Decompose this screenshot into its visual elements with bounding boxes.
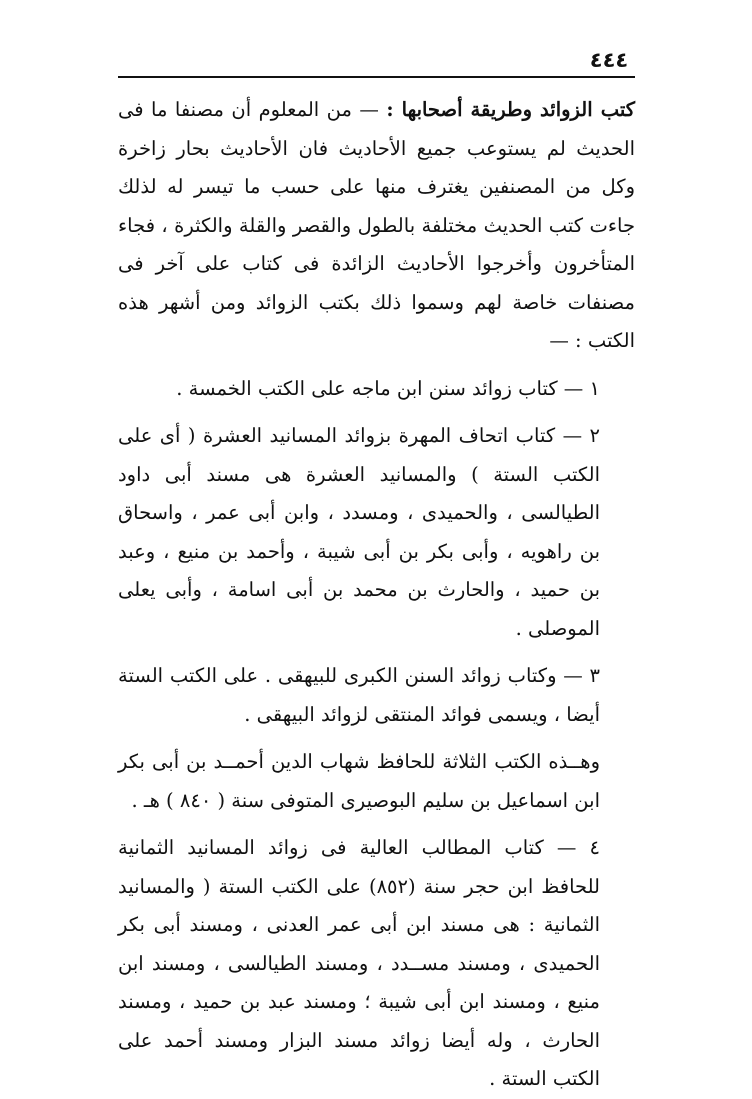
list-item-3: ٣ — وكتاب زوائد السنن الكبرى للبيهقى . على الكتب الستة أيضا ، ويسمى فوائد المنتقى لزوائد البيهقى . [118,664,600,726]
page-body [118,91,635,1099]
list-item-4: ٤ — كتاب المطالب العالية فى زوائد المسانيد الثمانية للحافظ ابن حجر سنة (٨٥٢) على الكتب الستة ( والمسانيد الثمانية : هى مسند ابن أبى عمر العدنى ، ومسند أبى بكر الحميدى ، ومسند مســدد ، ومسند الطيالسى ، ومسند ابن منيع ، ومسند ابن أبى شيبة ؛ ومسند عبد بن حميد ، ومسند الحارث ، وله أيضا زوائد مسند البزار ومسند أحمد على الكتب الستة . [118,836,600,1090]
intro-paragraph [118,91,635,361]
author-note: وهــذه الكتب الثلاثة للحافظ شهاب الدين أحمــد بن أبى بكر ابن اسماعيل بن سليم البوصيرى المتوفى سنة ( ٨٤٠ ) هـ . [118,750,600,812]
list-item-1: ١ — كتاب زوائد سنن ابن ماجه على الكتب الخمسة . [176,376,600,400]
list-item-2: ٢ — كتاب اتحاف المهرة بزوائد المسانيد العشرة ( أى على الكتب الستة ) والمسانيد العشرة هى مسند أبى داود الطيالسى ، والحميدى ، ومسدد ، وابن أبى عمر ، واسحاق بن راهويه ، وأبى بكر بن أبى شيبة ، وأحمد بن منيع ، وعبد بن حميد ، والحارث بن محمد بن أبى اسامة ، وأبى يعلى الموصلى . [118,424,600,640]
section-heading: كتب الزوائد وطريقة أصحابها : [386,98,636,121]
page-number: ٤٤٤ [589,48,629,72]
intro-text: — من المعلوم أن مصنفا ما فى الحديث لم يستوعب جميع الأحاديث فان الأحاديث بحار زاخرة وكل من المصنفين يغترف منها على حسب ما تيسر له لذلك جاءت كتب الحديث مختلفة بالطول والقصر والقلة والكثرة ، فجاء المتأخرون وأخرجوا الأحاديث الزائدة فى كتاب على آخر فى مصنفات خاصة لهم وسموا ذلك بكتب الزوائد ومن أشهر هذه الكتب : — [118,98,635,352]
header-rule [118,76,635,78]
